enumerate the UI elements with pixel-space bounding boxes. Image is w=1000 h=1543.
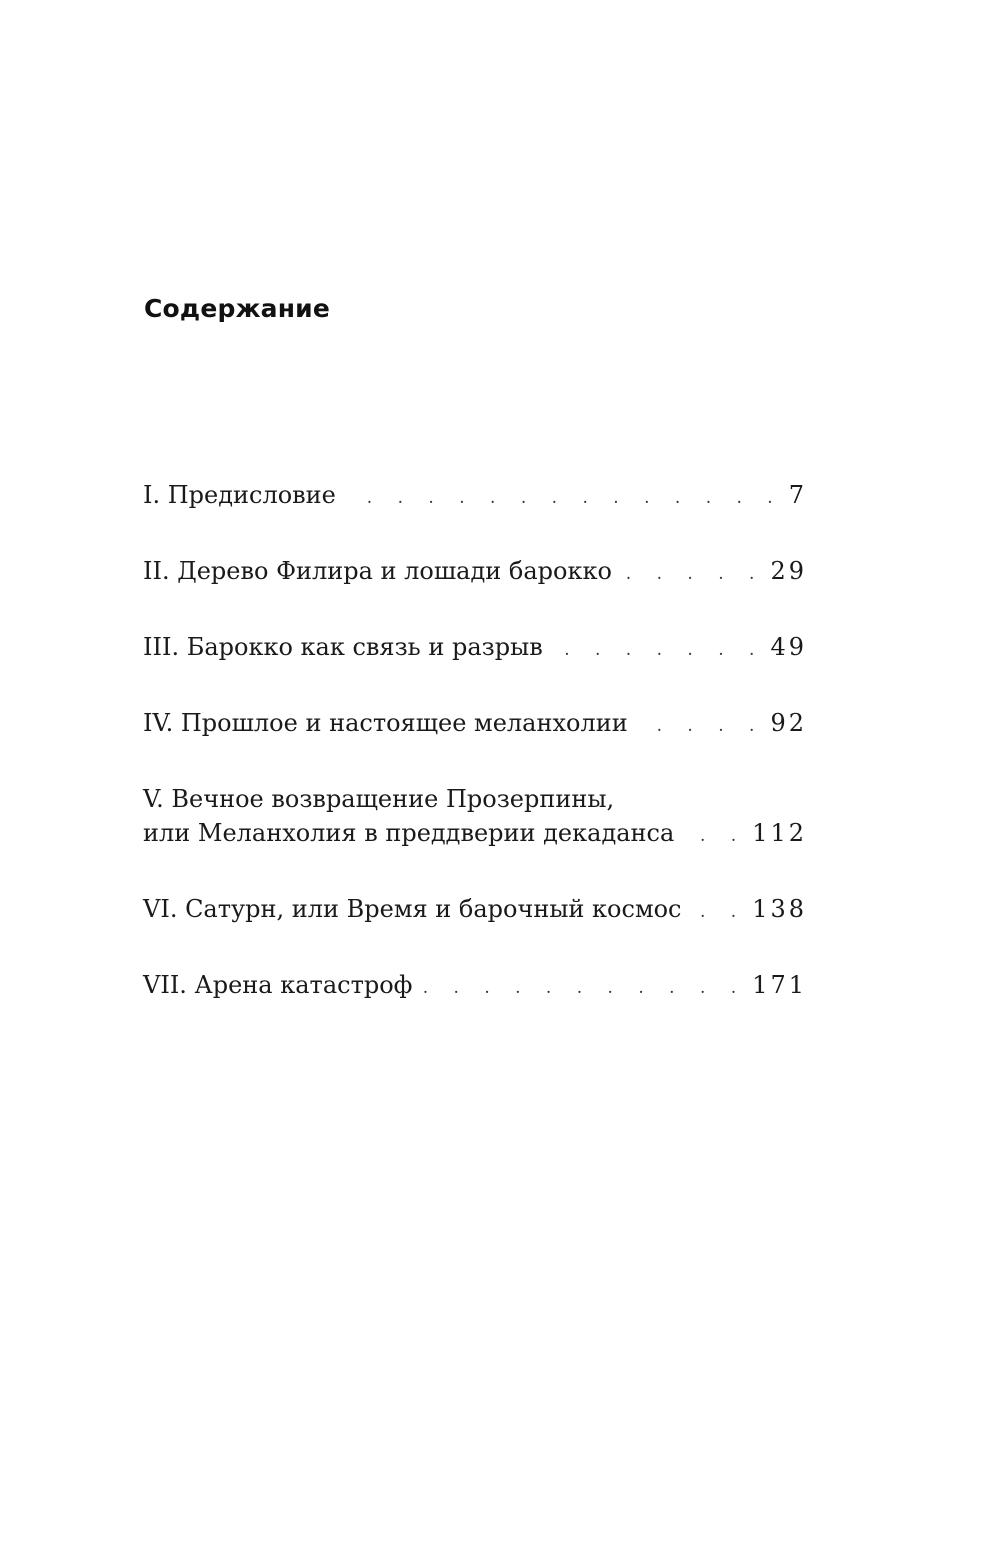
toc-entry-title: IV. Прошлое и настоящее меланхолии xyxy=(143,709,628,737)
dot-leader xyxy=(622,557,765,591)
toc-entry-title: V. Вечное возвращение Прозерпины, xyxy=(143,785,615,813)
toc-entry xyxy=(143,782,807,853)
toc-entry xyxy=(143,554,807,591)
toc-page-number: 7 xyxy=(788,481,807,509)
toc-entry-title: VII. Арена катастроф xyxy=(143,971,413,999)
toc-page-number: 112 xyxy=(752,819,807,847)
dot-leader xyxy=(553,633,765,667)
toc-entry xyxy=(143,706,807,743)
table-of-contents xyxy=(143,478,807,1044)
dot-leader xyxy=(692,895,747,929)
toc-page-number: 29 xyxy=(770,557,807,585)
toc-entry-title-continued: или Меланхолия в преддверии декаданса xyxy=(143,819,675,847)
toc-entry xyxy=(143,478,807,515)
toc-entry xyxy=(143,968,807,1005)
toc-page-number: 92 xyxy=(770,709,807,737)
toc-entry-title: III. Барокко как связь и разрыв xyxy=(143,633,543,661)
toc-entry xyxy=(143,892,807,929)
toc-entry-title: I. Предисловие xyxy=(143,481,336,509)
dot-leader xyxy=(638,709,765,743)
toc-page-number: 171 xyxy=(752,971,807,999)
dot-leader xyxy=(346,481,783,515)
toc-entry xyxy=(143,630,807,667)
toc-page-number: 49 xyxy=(770,633,807,661)
page-title: Содержание xyxy=(144,294,331,323)
toc-page-number: 138 xyxy=(752,895,807,923)
dot-leader xyxy=(684,819,746,853)
dot-leader xyxy=(422,971,746,1005)
toc-entry-title: VI. Сатурн, или Время и барочный космос xyxy=(143,895,682,923)
toc-entry-title: II. Дерево Филира и лошади барокко xyxy=(143,557,612,585)
